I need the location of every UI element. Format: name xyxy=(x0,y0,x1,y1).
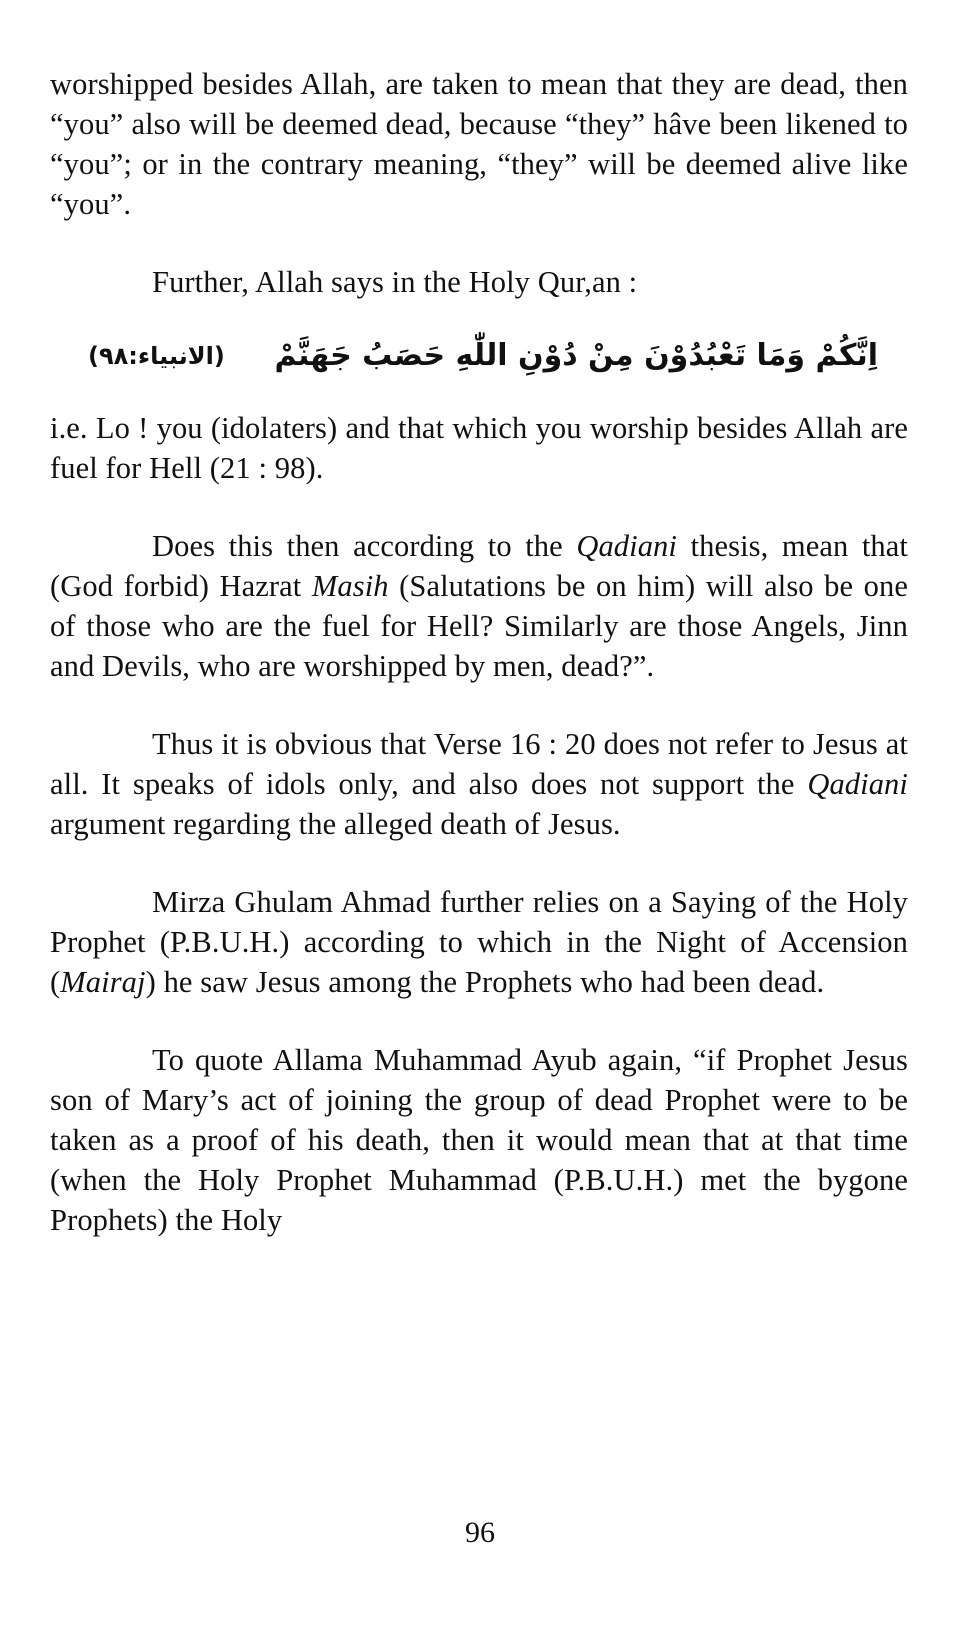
paragraph-verse-conclusion xyxy=(50,724,908,844)
paragraph-qadiani-thesis xyxy=(50,526,908,686)
paragraph-spacer xyxy=(50,844,908,882)
text-run: Does this then according to the xyxy=(152,529,577,563)
body-text-top xyxy=(50,64,908,302)
paragraph-spacer xyxy=(50,488,908,526)
text-run: (Salutations be on him) will also be one of those who are the fuel for Hell? Similarly are those Angels, Jinn and Devils, who are worshipped by men, dead?”. xyxy=(50,569,908,683)
paragraph-ayub-quote: To quote Allama Muhammad Ayub again, “if Prophet Jesus son of Mary’s act of joining the group of dead Prophet were to be taken as a proof of his death, then it would mean that at that time (when the Holy Prophet Muhammad (P.B.U.H.) met the bygone Prophets) the Holy xyxy=(50,1043,908,1237)
text-run: Mirza Ghulam Ahmad further relies on a Saying of the Holy Prophet (P.B.U.H.) according to which in the Night of Accension ( xyxy=(50,885,908,999)
paragraph-continuation: worshipped besides Allah, are taken to mean that they are dead, then “you” also will be deemed dead, because “they” hâve been likened to “you”; or in the contrary meaning, “they” will be deemed alive like “you”. xyxy=(50,67,908,221)
italic-term: Qadiani xyxy=(807,767,908,801)
text-run: thesis, mean that (God forbid) Hazrat xyxy=(50,529,908,603)
paragraph-translation: i.e. Lo ! you (idolaters) and that which you worship besides Allah are fuel for Hell (21 : 98). xyxy=(50,411,908,485)
text-run: argument regarding the alleged death of Jesus. xyxy=(50,807,621,841)
text-run: Thus it is obvious that Verse 16 : 20 does not refer to Jesus at all. It speaks of idols only, and also does not support the xyxy=(50,727,908,801)
italic-term: Masih xyxy=(311,569,389,603)
paragraph-spacer xyxy=(50,224,908,262)
italic-term: Mairaj xyxy=(60,965,146,999)
arabic-verse-text: اِنَّكُمْ وَمَا تَعْبُدُوْنَ مِنْ دُوْنِ اللّٰهِ حَصَبُ جَهَنَّمْ xyxy=(274,338,878,373)
body-text-main xyxy=(50,408,908,1240)
italic-term: Qadiani xyxy=(576,529,677,563)
paragraph-mairaj xyxy=(50,882,908,1002)
paragraph-spacer xyxy=(50,686,908,724)
page-number: 96 xyxy=(465,1516,495,1549)
paragraph-quran-intro: Further, Allah says in the Holy Qur,an : xyxy=(152,265,638,299)
text-run: ) he saw Jesus among the Prophets who had been dead. xyxy=(145,965,825,999)
arabic-verse-reference: (الانبياء:٩٨) xyxy=(88,342,225,370)
paragraph-spacer xyxy=(50,1002,908,1040)
arabic-verse-line xyxy=(88,338,878,388)
